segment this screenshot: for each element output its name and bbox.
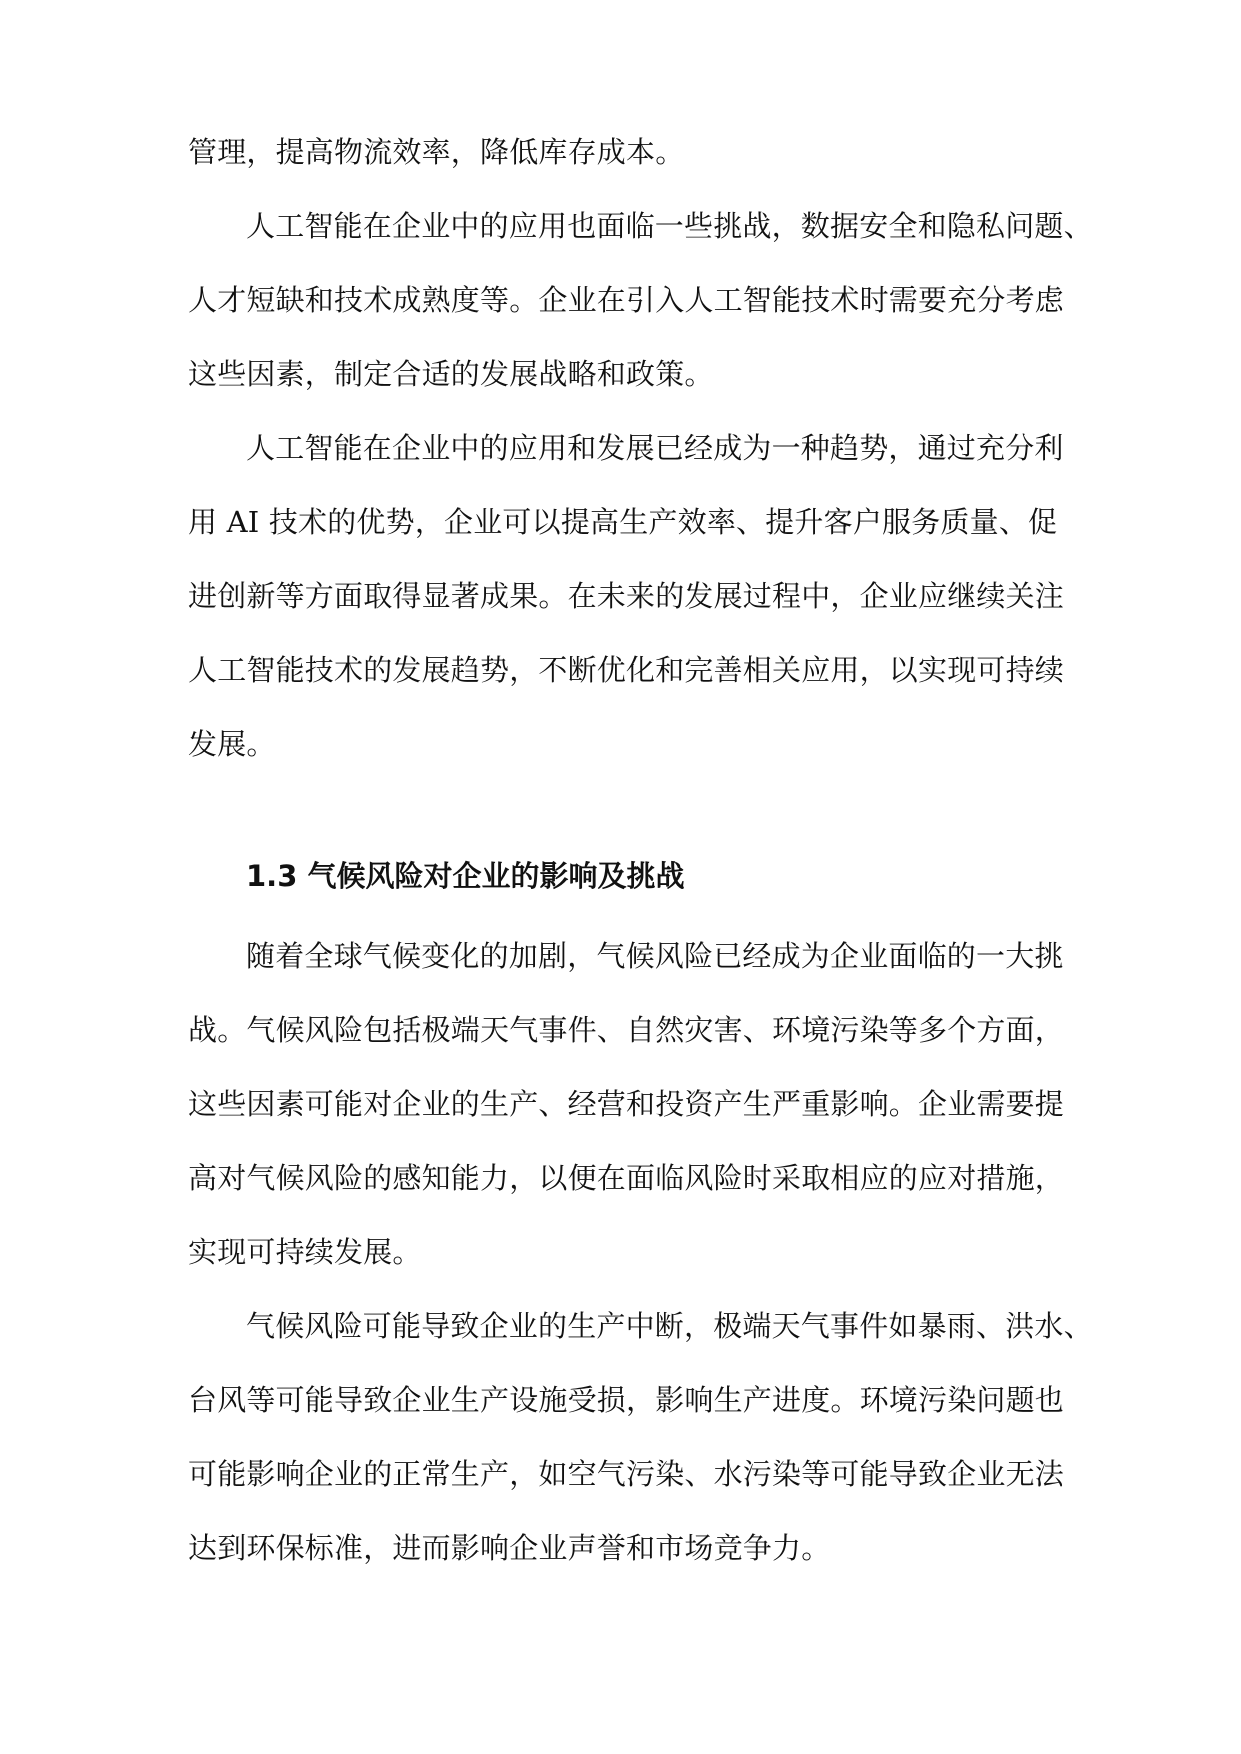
paragraph-3-line-3: 进创新等方面取得显著成果。在未来的发展过程中，企业应继续关注 [188, 579, 1065, 613]
paragraph-2-line-3: 这些因素，制定合适的发展战略和政策。 [188, 357, 714, 391]
paragraph-5-line-4: 达到环保标准，进而影响企业声誉和市场竞争力。 [188, 1531, 831, 1565]
paragraph-3-line-5: 发展。 [188, 727, 276, 761]
section-heading: 1.3 气候风险对企业的影响及挑战 [246, 859, 685, 893]
paragraph-3-line-2: 用 AI 技术的优势，企业可以提高生产效率、提升客户服务质量、促 [188, 505, 1058, 539]
paragraph-4-line-5: 实现可持续发展。 [188, 1235, 422, 1269]
paragraph-4-line-2: 战。气候风险包括极端天气事件、自然灾害、环境污染等多个方面， [188, 1013, 1065, 1047]
paragraph-4-line-1: 随着全球气候变化的加剧，气候风险已经成为企业面临的一大挑 [246, 939, 1064, 973]
paragraph-4-line-4: 高对气候风险的感知能力，以便在面临风险时采取相应的应对措施， [188, 1161, 1065, 1195]
paragraph-1-line-1: 管理，提高物流效率，降低库存成本。 [188, 135, 685, 169]
paragraph-5-line-2: 台风等可能导致企业生产设施受损，影响生产进度。环境污染问题也 [188, 1383, 1065, 1417]
paragraph-2-line-1: 人工智能在企业中的应用也面临一些挑战，数据安全和隐私问题、 [246, 209, 1093, 243]
paragraph-2-line-2: 人才短缺和技术成熟度等。企业在引入人工智能技术时需要充分考虑 [188, 283, 1065, 317]
paragraph-5-line-1: 气候风险可能导致企业的生产中断，极端天气事件如暴雨、洪水、 [246, 1309, 1093, 1343]
paragraph-3-line-4: 人工智能技术的发展趋势，不断优化和完善相关应用，以实现可持续 [188, 653, 1065, 687]
paragraph-4-line-3: 这些因素可能对企业的生产、经营和投资产生严重影响。企业需要提 [188, 1087, 1065, 1121]
paragraph-5-line-3: 可能影响企业的正常生产，如空气污染、水污染等可能导致企业无法 [188, 1457, 1065, 1491]
paragraph-3-line-1: 人工智能在企业中的应用和发展已经成为一种趋势，通过充分利 [246, 431, 1064, 465]
